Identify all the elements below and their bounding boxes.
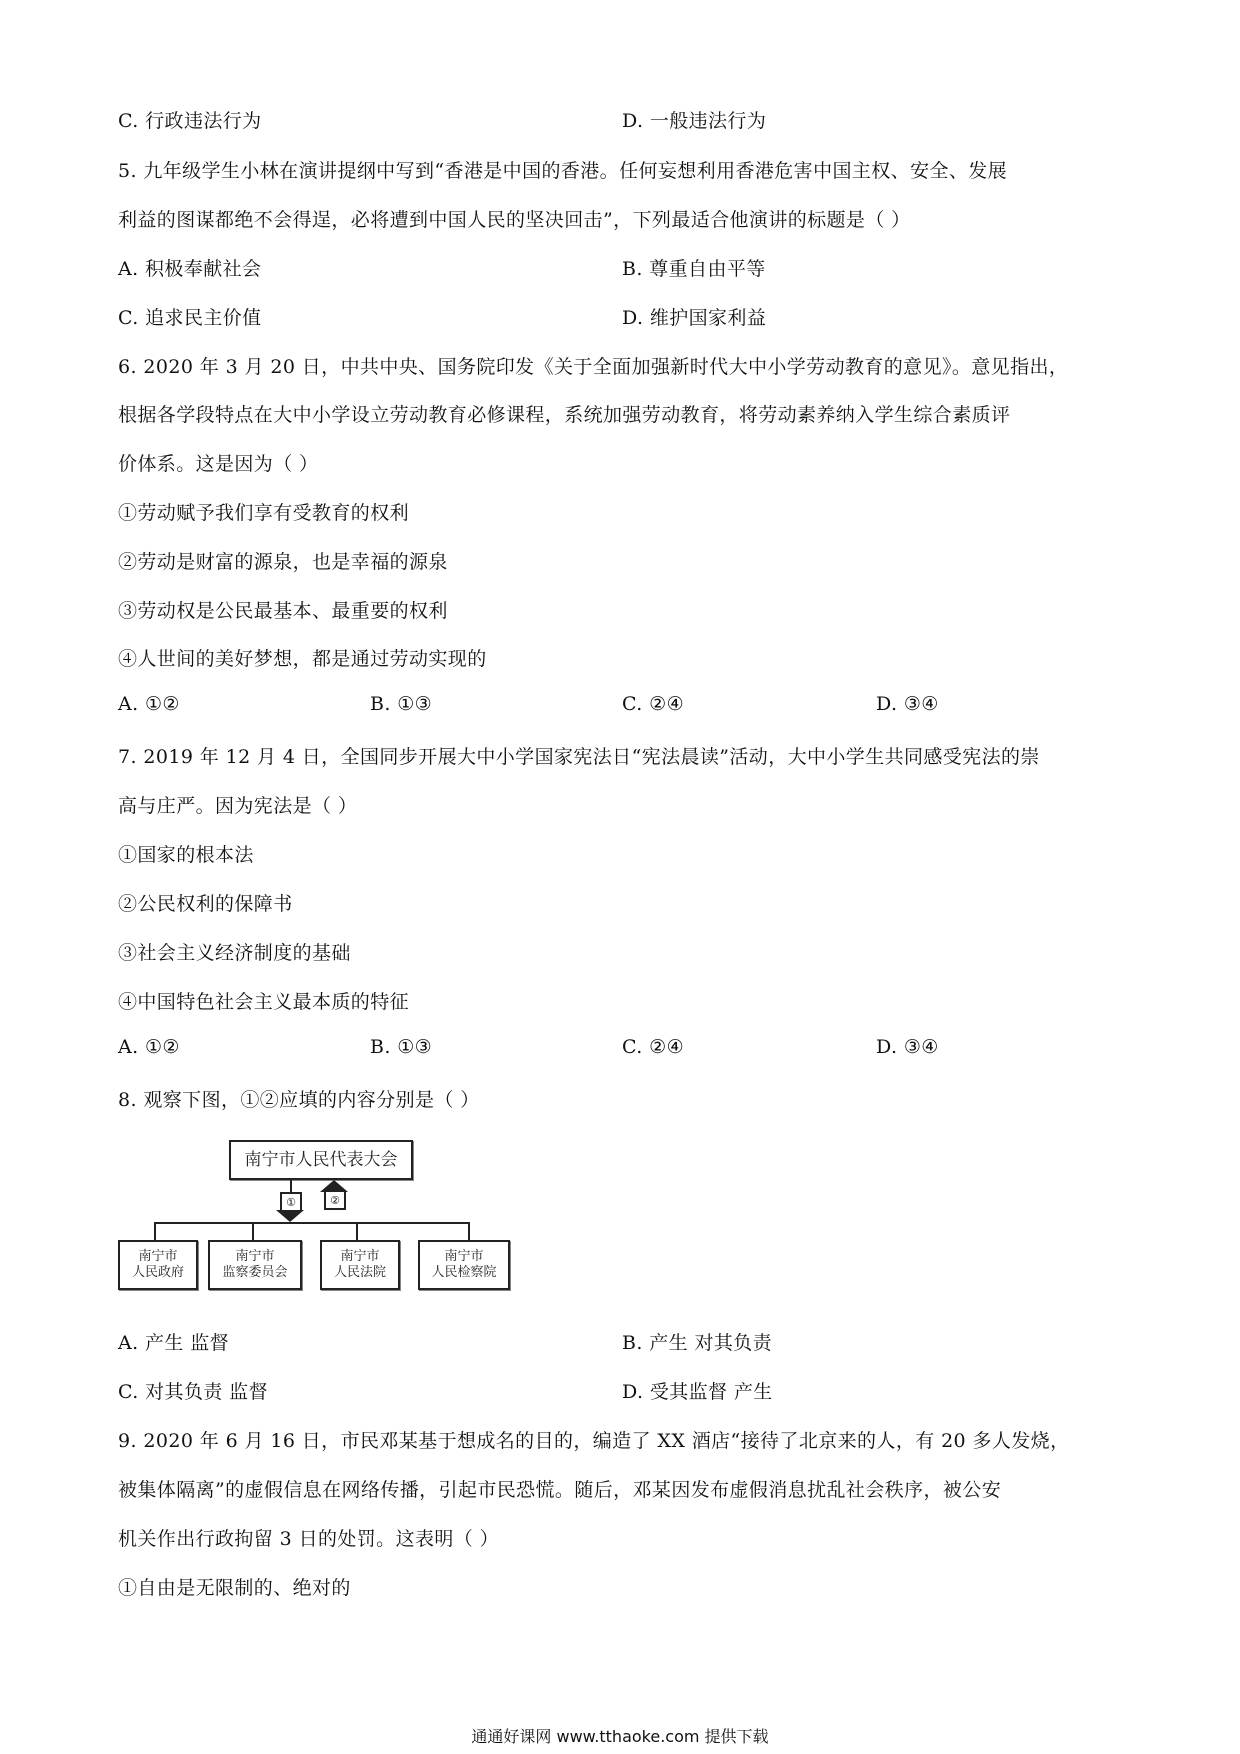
q7-stem-line1: 7. 2019 年 12 月 4 日，全国同步开展大中小学国家宪法日“宪法晨读”活动，大中小学生共同感受宪法的崇 — [118, 746, 1040, 768]
q4-option-c: C. 行政违法行为 — [118, 110, 262, 132]
q7-option-a: A. ①② — [118, 1036, 180, 1058]
footer-source: 通通好课网 www.tthaoke.com 提供下载 — [471, 1727, 769, 1746]
q7-stem-line2: 高与庄严。因为宪法是（ ） — [118, 795, 358, 817]
q6-option-b: B. ①③ — [370, 693, 433, 715]
q8-option-c: C. 对其负责 监督 — [118, 1381, 268, 1403]
diagram-box-court — [320, 1240, 400, 1290]
q9-stem-line3: 机关作出行政拘留 3 日的处罚。这表明（ ） — [118, 1528, 500, 1550]
q6-statement-2: ②劳动是财富的源泉，也是幸福的源泉 — [118, 551, 448, 573]
q7-option-b: B. ①③ — [370, 1036, 433, 1058]
q6-option-a: A. ①② — [118, 693, 180, 715]
diagram-box-supervision — [208, 1240, 302, 1290]
diagram-box-npc: 南宁市人民代表大会 — [229, 1140, 413, 1180]
q6-option-c: C. ②④ — [622, 693, 685, 715]
diagram-box-government — [118, 1240, 198, 1290]
arrow-label-1: ① — [286, 1195, 296, 1209]
diagram-connector-3 — [356, 1222, 358, 1240]
q6-option-d: D. ③④ — [876, 693, 939, 715]
q4-option-d: D. 一般违法行为 — [622, 110, 767, 132]
arrow-up-2 — [324, 1192, 346, 1210]
box-line: 南宁市 — [138, 1249, 178, 1264]
q5-option-b: B. 尊重自由平等 — [622, 258, 766, 280]
box-line: 南宁市 — [340, 1249, 380, 1264]
q6-statement-3: ③劳动权是公民最基本、最重要的权利 — [118, 600, 448, 622]
q9-statement-1: ①自由是无限制的、绝对的 — [118, 1577, 351, 1599]
diagram-connector-2 — [252, 1222, 254, 1240]
q8-stem: 8. 观察下图，①②应填的内容分别是（ ） — [118, 1089, 480, 1111]
diagram-box-procuratorate — [418, 1240, 510, 1290]
q9-stem-line2: 被集体隔离”的虚假信息在网络传播，引起市民恐慌。随后，邓某因发布虚假消息扰乱社会秩序，被公安 — [118, 1479, 1002, 1501]
box-line: 人民法院 — [333, 1265, 386, 1280]
q7-statement-2: ②公民权利的保障书 — [118, 893, 293, 915]
q6-stem-line2: 根据各学段特点在大中小学设立劳动教育必修课程，系统加强劳动教育，将劳动素养纳入学生综合素质评 — [118, 404, 1011, 426]
q8-option-b: B. 产生 对其负责 — [622, 1332, 773, 1354]
q7-option-c: C. ②④ — [622, 1036, 685, 1058]
q5-option-a: A. 积极奉献社会 — [118, 258, 262, 280]
diagram-connector-1 — [154, 1222, 156, 1240]
box-line: 监察委员会 — [222, 1265, 288, 1280]
box-line: 人民检察院 — [431, 1265, 497, 1280]
q6-stem-line3: 价体系。这是因为（ ） — [118, 453, 319, 475]
q5-stem-line2: 利益的图谋都绝不会得逞，必将遭到中国人民的坚决回击”，下列最适合他演讲的标题是（ ） — [118, 209, 911, 231]
box-line: 南宁市 — [235, 1249, 275, 1264]
q7-option-d: D. ③④ — [876, 1036, 939, 1058]
npc-structure-diagram — [112, 1130, 532, 1310]
box-line: 人民政府 — [131, 1265, 184, 1280]
q8-option-a: A. 产生 监督 — [118, 1332, 230, 1354]
q6-statement-1: ①劳动赋予我们享有受教育的权利 — [118, 502, 410, 524]
diagram-connector-4 — [468, 1222, 470, 1240]
q9-stem-line1: 9. 2020 年 6 月 16 日，市民邓某基于想成名的目的，编造了 XX 酒店“接待了北京来的人，有 20 多人发烧， — [118, 1430, 1070, 1452]
box-line: 南宁市 — [444, 1249, 484, 1264]
q7-statement-1: ①国家的根本法 — [118, 844, 254, 866]
arrow-up-head — [320, 1180, 348, 1192]
arrow-down-1 — [280, 1192, 302, 1210]
arrow-down-head — [276, 1210, 304, 1222]
q5-stem-line1: 5. 九年级学生小林在演讲提纲中写到“香港是中国的香港。任何妄想利用香港危害中国主权、安全、发展 — [118, 160, 1008, 182]
q6-statement-4: ④人世间的美好梦想，都是通过劳动实现的 — [118, 648, 487, 670]
arrow-label-2: ② — [330, 1193, 340, 1207]
q6-stem-line1: 6. 2020 年 3 月 20 日，中共中央、国务院印发《关于全面加强新时代大中小学劳动教育的意见》。意见指出， — [118, 356, 1069, 378]
q7-statement-4: ④中国特色社会主义最本质的特征 — [118, 991, 410, 1013]
q8-option-d: D. 受其监督 产生 — [622, 1381, 773, 1403]
q5-option-c: C. 追求民主价值 — [118, 307, 262, 329]
diagram-connector-h — [154, 1222, 470, 1224]
q7-statement-3: ③社会主义经济制度的基础 — [118, 942, 351, 964]
q5-option-d: D. 维护国家利益 — [622, 307, 767, 329]
